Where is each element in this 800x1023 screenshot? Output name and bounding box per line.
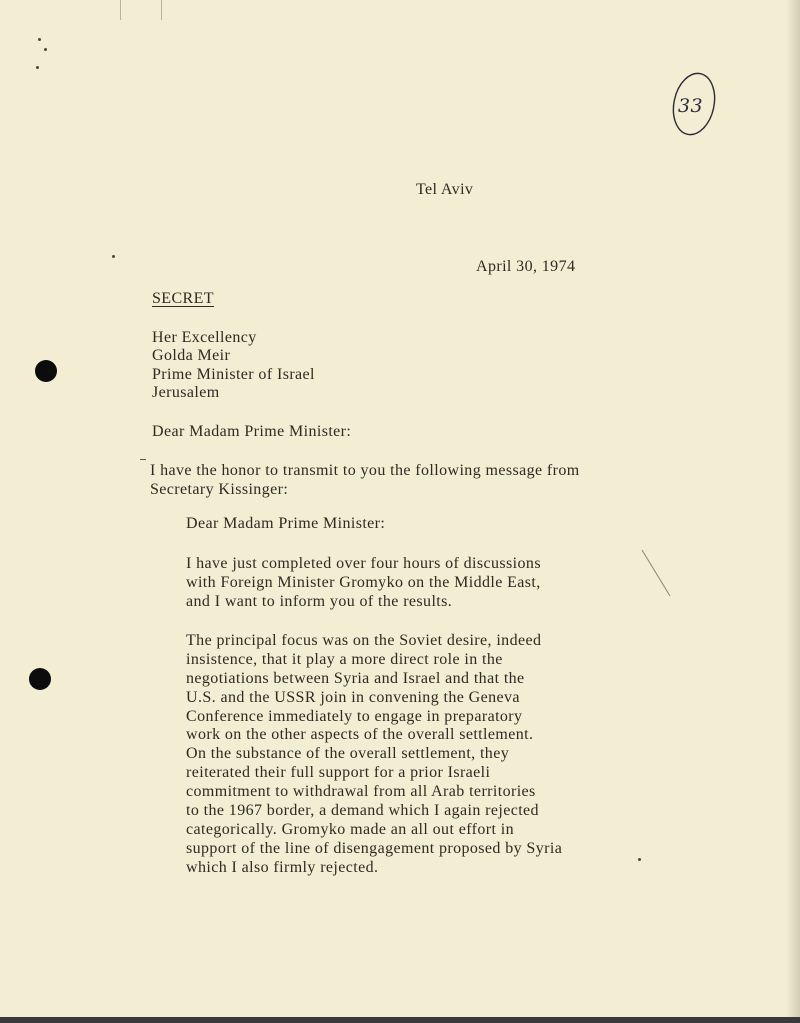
dust-speck (36, 66, 39, 69)
paragraph-line: categorically. Gromyko made an all out effort in (186, 820, 514, 838)
paper-fold-mark (120, 0, 162, 20)
intro-paragraph (150, 462, 580, 500)
paragraph-line: which I also firmly rejected. (186, 858, 379, 876)
place-line: Tel Aviv (416, 181, 474, 198)
paragraph-line: insistence, that it play a more direct role in the (186, 650, 503, 668)
paragraph-line: I have just completed over four hours of discussions (186, 555, 541, 572)
message-salutation: Dear Madam Prime Minister: (186, 515, 386, 532)
message-paragraph-1 (186, 555, 541, 612)
paragraph-line: negotiations between Syria and Israel and that the (186, 669, 525, 687)
paragraph-line: commitment to withdrawal from all Arab territories (186, 783, 536, 801)
classification-heading: SECRET (152, 290, 214, 307)
dust-speck (112, 255, 115, 258)
paragraph-line: The principal focus was on the Soviet desire, indeed (186, 632, 542, 649)
paragraph-line: U.S. and the USSR join in convening the Geneva (186, 688, 520, 706)
date-line: April 30, 1974 (476, 258, 576, 275)
dust-speck (638, 858, 641, 861)
paragraph-line: reiterated their full support for a prior Israeli (186, 764, 491, 782)
recipient-line-1: Her Excellency (152, 329, 257, 346)
scan-bottom-edge (0, 1017, 800, 1023)
margin-dash-mark (140, 459, 146, 460)
paragraph-line: work on the other aspects of the overall settlement. (186, 726, 534, 744)
punch-hole-top (35, 360, 57, 382)
message-paragraph-2 (186, 632, 562, 878)
paragraph-line: with Foreign Minister Gromyko on the Middle East, (186, 573, 541, 591)
paragraph-line: support of the line of disengagement proposed by Syria (186, 839, 563, 857)
dust-speck (38, 38, 41, 41)
paragraph-line: and I want to inform you of the results. (186, 592, 453, 610)
recipient-line-3: Prime Minister of Israel (152, 366, 315, 383)
handwritten-page-number (670, 70, 716, 138)
paper-edge-shadow (786, 0, 800, 1023)
dust-speck (44, 48, 47, 51)
paragraph-line: On the substance of the overall settlement, they (186, 745, 510, 763)
recipient-line-4: Jerusalem (152, 384, 220, 401)
paragraph-line: to the 1967 border, a demand which I again rejected (186, 802, 539, 820)
recipient-line-2: Golda Meir (152, 347, 231, 364)
salutation: Dear Madam Prime Minister: (152, 423, 352, 440)
intro-line: I have the honor to transmit to you the following message from (150, 462, 580, 479)
paragraph-line: Conference immediately to engage in preparatory (186, 707, 523, 725)
pencil-margin-mark (640, 548, 680, 598)
page-number-text: 33 (678, 95, 703, 117)
intro-line: Secretary Kissinger: (150, 480, 289, 498)
punch-hole-bottom (29, 668, 51, 690)
